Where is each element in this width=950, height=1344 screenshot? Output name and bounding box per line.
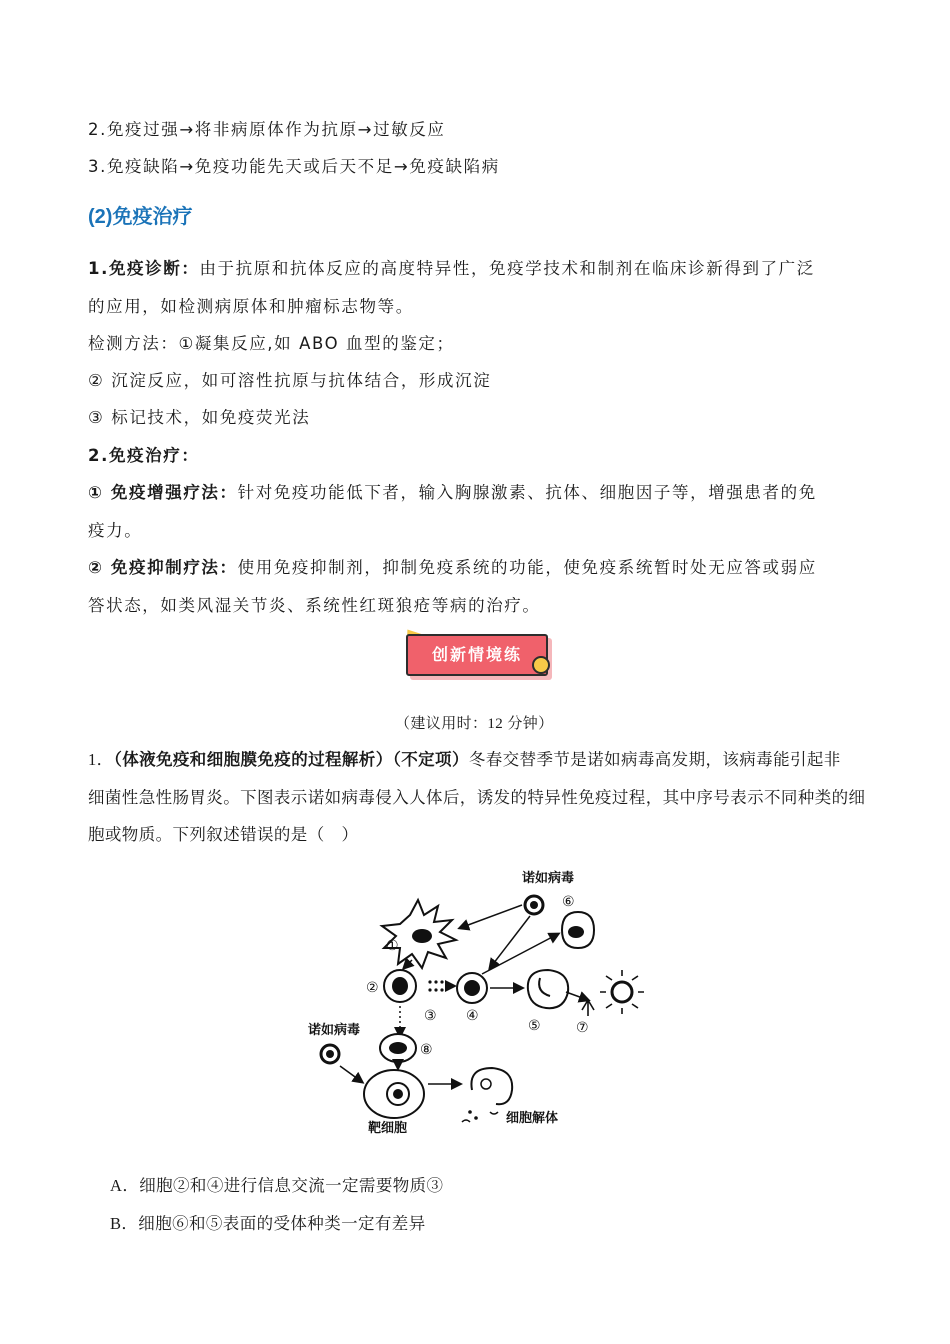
cell-4 [457,973,487,1003]
virus-label-left: 诺如病毒 [308,1023,361,1038]
virus-label-top: 诺如病毒 [522,871,575,886]
enhance-text-2: 疫力。 [88,521,143,540]
suggested-time: （建议用时：12 分钟） [395,716,554,732]
virus-icon-left [321,1045,339,1063]
option-a: A．细胞②和④进行信息交流一定需要物质③ [110,1176,444,1195]
section-heading: (2)免疫治疗 [88,206,193,228]
marker-3: ③ [424,1008,437,1024]
target-cell-label: 靶细胞 [368,1121,408,1136]
marker-1: ① [386,938,399,954]
substance-3 [428,980,443,991]
marker-2: ② [366,980,379,996]
coin-icon [532,656,550,674]
marker-5: ⑤ [528,1018,541,1034]
marker-6: ⑥ [562,894,575,910]
therapy-label: 2.免疫治疗： [88,446,200,465]
enhance-label: ① 免疫增强疗法： [88,483,238,502]
text-line-1: 2.免疫过强→将非病原体作为抗原→过敏反应 [88,120,446,139]
diagnosis-paragraph [88,255,815,279]
marker-7: ⑦ [576,1020,589,1036]
antibody-7 [582,1000,594,1016]
question-line-1 [88,746,841,770]
question-line-3: 胞或物质。下列叙述错误的是（ ） [88,825,359,844]
suppress-text-1: 使用免疫抑制剂，抑制免疫系统的功能，使免疫系统暂时处无应答或弱应 [237,558,817,577]
question-tag: （体液免疫和细胞膜免疫的过程解析）（不定项） [113,750,469,769]
cell-6 [562,912,594,948]
arrow-virus-to-target [340,1066,362,1082]
arrow-4-to-6 [482,934,558,974]
lysis-label: 细胞解体 [506,1111,559,1126]
method-3: ③ 标记技术，如免疫荧光法 [88,408,311,427]
practice-badge [400,628,550,680]
option-b: B．细胞⑥和⑤表面的受体种类一定有差异 [110,1214,426,1233]
cell-8 [380,1034,416,1062]
method-2: ② 沉淀反应，如可溶性抗原与抗体结合，形成沉淀 [88,371,492,390]
virus-icon [525,896,543,914]
text-line-2: 3.免疫缺陷→免疫功能先天或后天不足→免疫缺陷病 [88,157,500,176]
marker-8: ⑧ [420,1042,433,1058]
diagnosis-text-1: 由于抗原和抗体反应的高度特异性，免疫学技术和制剂在临床诊新得到了广泛 [199,259,815,278]
enhance-text-1: 针对免疫功能低下者，输入胸腺激素、抗体、细胞因子等，增强患者的免 [237,483,817,502]
method-1: 检测方法：①凝集反应,如 ABO 血型的鉴定； [88,334,455,353]
cell-1-dendritic [382,900,456,968]
cell-5-plasma [528,970,568,1008]
diagnosis-label: 1.免疫诊断： [88,259,200,278]
arrow-virus-to-4 [490,916,530,968]
marker-4: ④ [466,1008,479,1024]
badge-label: 创新情境练 [406,634,548,676]
question-number: 1． [88,750,114,769]
enhance-paragraph [88,479,817,503]
immune-process-diagram [300,860,660,1140]
diagnosis-text-2: 的应用，如检测病原体和肿瘤标志物等。 [88,297,414,316]
target-cell [364,1070,424,1118]
cell-2 [384,970,416,1002]
suppress-paragraph [88,554,817,578]
question-line-2: 细菌性急性肠胃炎。下图表示诺如病毒侵入人体后，诱发的特异性免疫过程，其中序号表示不同种类的细 [88,788,866,807]
question-text-1: 冬春交替季节是诺如病毒高发期，该病毒能引起非 [468,750,841,769]
arrow-1-to-2 [404,960,412,968]
suppress-text-2: 答状态，如类风湿关节炎、系统性红斑狼疮等病的治疗。 [88,596,541,615]
virus-antibody-complex [600,970,644,1014]
lysed-cell [462,1068,512,1122]
arrow-5-to-7 [566,992,588,1000]
arrow-virus-to-1 [460,905,522,928]
suppress-label: ② 免疫抑制疗法： [88,558,238,577]
